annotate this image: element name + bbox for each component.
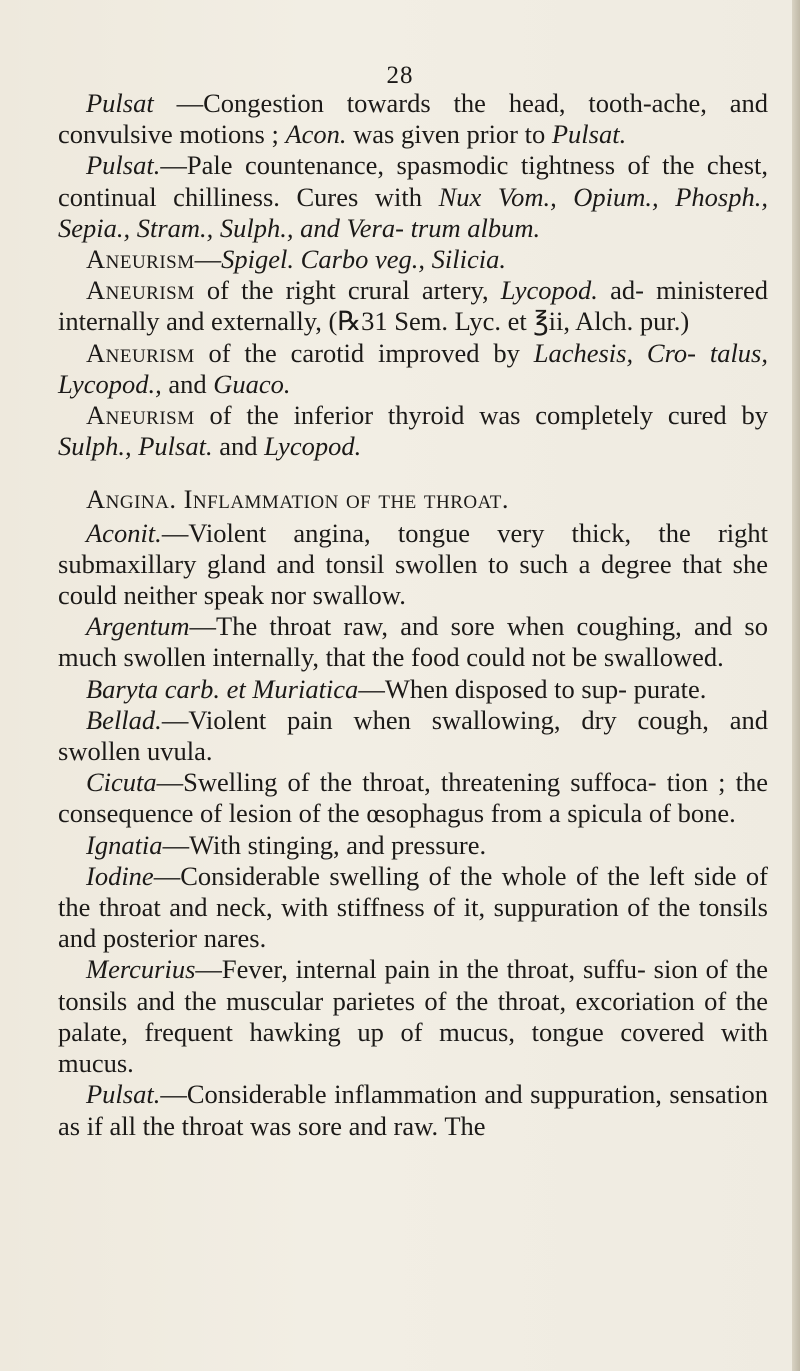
italic-run: Aconit. [86,517,162,548]
paragraph [58,518,768,612]
text-run: —Swelling of the throat, threatening suffoca- tion ; the consequence of lesion of the œsophagus from a spicula of bone. [58,767,768,829]
italic-run: Bellad. [86,704,162,735]
italic-run: Guaco. [213,368,291,399]
paragraph [58,954,768,1079]
text-run: —Pale countenance, spasmodic tightness of the chest, continual chilliness. Cures with [58,150,768,212]
text-run: — [194,244,222,275]
text-run: —Fever, internal pain in the throat, suffu- sion of the tonsils and the muscular parietes of the throat, excoriation of the palate, frequent hawking up of mucus, tongue covered with mucus. [58,954,768,1079]
paragraph [58,830,768,861]
small-caps-run: Angina. Inflammation of the throat. [86,484,509,515]
paragraph [58,244,768,275]
body-text [58,88,768,1142]
paragraph [58,400,768,462]
text-run: ad- ministered internally and externally, (℞31 Sem. Lyc. et ℥ii, Alch. pur.) [58,275,768,337]
small-caps-run: Aneurism [86,275,195,306]
italic-run: Spigel. Carbo veg., Silicia. [221,244,506,275]
italic-run: Baryta carb. et Muriatica [86,673,359,704]
paragraph [58,1079,768,1141]
text-run: and [212,431,265,462]
italic-run: Acon. [285,119,347,150]
italic-run: Lycopod. [264,431,362,462]
small-caps-run: Aneurism [86,400,195,431]
text-run: was given prior to [346,119,552,150]
italic-run: Argentum [86,611,190,642]
text-run: —Considerable swelling of the whole of the left side of the throat and neck, with stiffness of it, suppuration of the tonsils and posterior nares. [58,860,768,954]
page-edge [792,0,800,1371]
paragraph [58,275,768,337]
italic-run: Lycopod. [500,275,598,306]
italic-run: Mercurius [86,954,196,985]
paragraph [58,705,768,767]
italic-run: Pulsat. [86,150,161,181]
italic-run: Cicuta [86,767,157,798]
paragraph [58,611,768,673]
small-caps-run: Aneurism [86,337,195,368]
text-run: of the carotid improved by [194,337,534,368]
text-run: of the inferior thyroid was completely cured by [194,400,768,431]
italic-run: Sulph., Pulsat. [58,431,213,462]
text-run: —Considerable inflammation and suppuration, sensation as if all the throat was sore and raw. The [58,1079,768,1141]
text-run: —Violent pain when swallowing, dry cough, and swollen uvula. [58,704,768,767]
text-run: —When disposed to sup- purate. [358,673,707,704]
text-run: —With stinging, and pressure. [162,829,487,860]
italic-run: Iodine [86,860,154,891]
paragraph [58,88,768,150]
page-number: 28 [386,62,414,89]
small-caps-run: Aneurism [86,244,195,275]
text-run: of the right crural artery, [194,275,501,306]
text-run: and [161,368,214,399]
text-run: —Violent angina, tongue very thick, the right submaxillary gland and tonsil swollen to such a degree that she could neither speak nor swallow. [58,517,768,611]
italic-run: Lachesis, Cro- talus, Lycopod., [58,337,768,399]
section-heading [58,484,768,515]
paragraph [58,861,768,955]
italic-run: Pulsat. [86,1079,161,1110]
italic-run: Pulsat [86,88,154,118]
paragraph [58,150,768,244]
text-run: —Congestion towards the head, tooth-ache, and convulsive motions ; [58,88,768,150]
italic-run: Pulsat. [551,119,627,150]
paragraph [58,767,768,829]
paragraph [58,674,768,705]
italic-run: Nux Vom., Opium., Phosph., Sepia., Stram., Sulph., and Vera- trum album. [58,181,768,243]
paragraph [58,338,768,400]
text-run: —The throat raw, and sore when coughing, and so much swollen internally, that the food could not be swallowed. [58,611,768,673]
italic-run: Ignatia [86,829,163,860]
